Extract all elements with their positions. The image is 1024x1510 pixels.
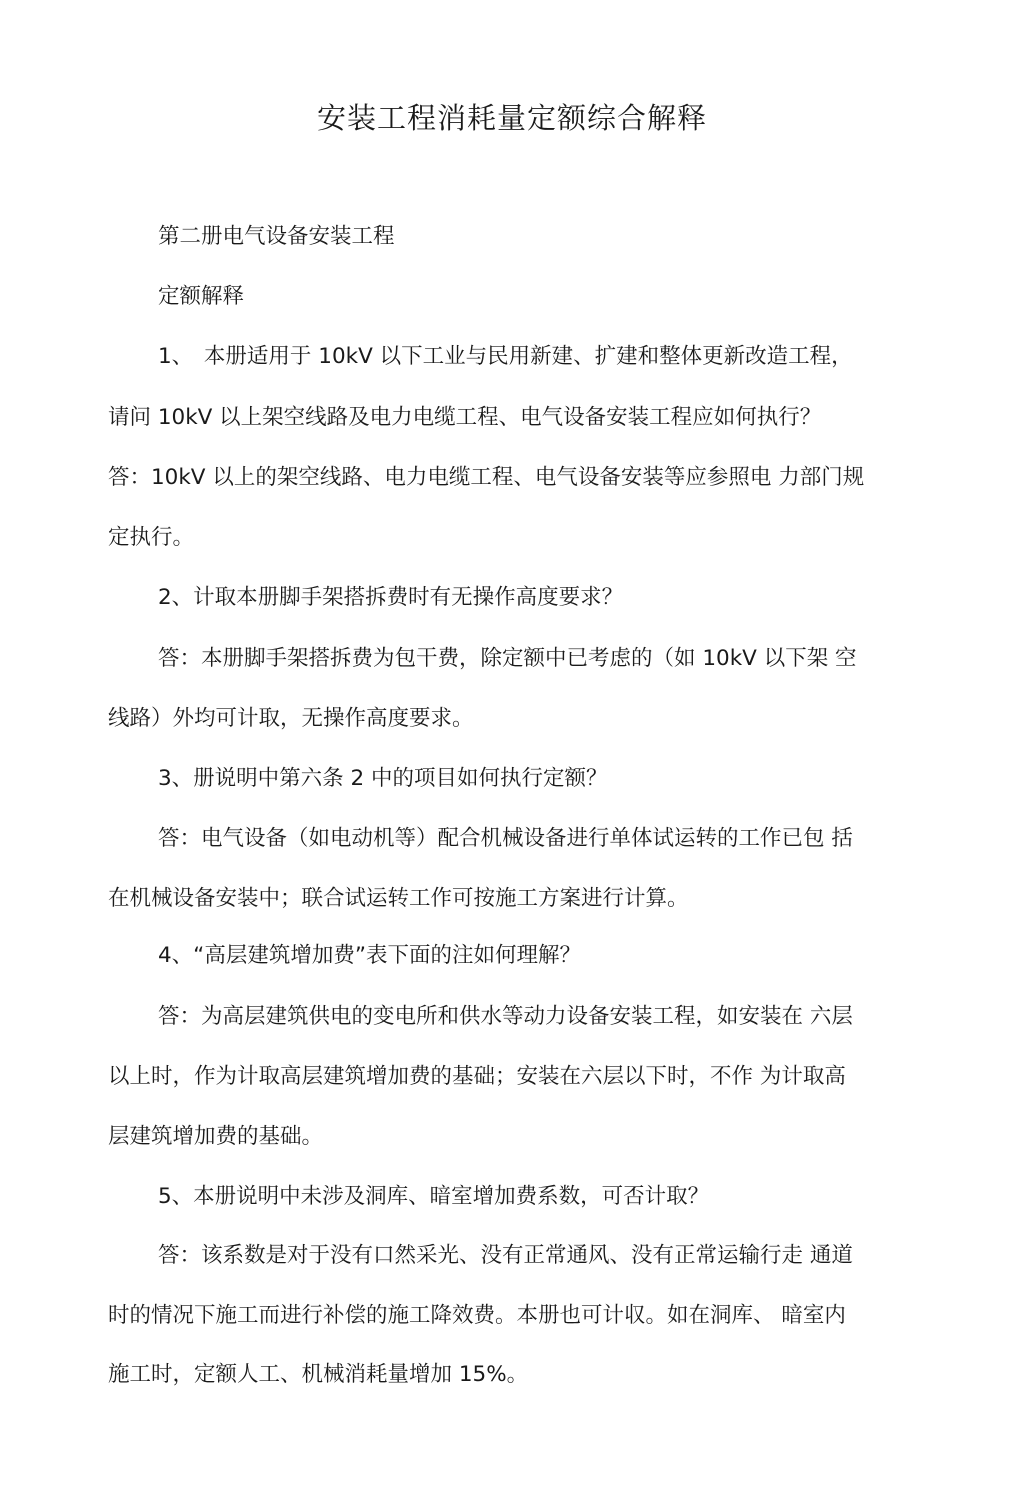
answer-4-line-3: 层建筑增加费的基础。 (108, 1124, 324, 1149)
answer-2-line-2: 线路）外均可计取，无操作高度要求。 (108, 706, 474, 731)
question-4: 4、“高层建筑增加费”表下面的注如何理解？ (158, 943, 581, 968)
answer-4-line-2: 以上时，作为计取高层建筑增加费的基础；安装在六层以下时，不作 为计取高 (108, 1064, 846, 1089)
question-1-line-1: 1、 本册适用于 10kV 以下工业与民用新建、扩建和整体更新改造工程， (158, 344, 853, 369)
answer-3-line-1: 答：电气设备（如电动机等）配合机械设备进行单体试运转的工作已包 括 (158, 826, 853, 851)
document-title: 安装工程消耗量定额综合解释 (316, 101, 707, 135)
subsection-heading: 定额解释 (158, 284, 245, 309)
question-5: 5、本册说明中未涉及洞库、暗室增加费系数，可否计取？ (158, 1184, 710, 1209)
answer-5-line-1: 答：该系数是对于没有口然采光、没有正常通风、没有正常运输行走 通道 (158, 1243, 853, 1268)
answer-4-line-1: 答：为高层建筑供电的变电所和供水等动力设备安装工程，如安装在 六层 (158, 1004, 853, 1029)
answer-2-line-1: 答：本册脚手架搭拆费为包干费，除定额中已考虑的（如 10kV 以下架 空 (158, 646, 857, 671)
question-1-line-2: 请问 10kV 以上架空线路及电力电缆工程、电气设备安装工程应如何执行？ (108, 405, 822, 430)
answer-3-line-2: 在机械设备安装中；联合试运转工作可按施工方案进行计算。 (108, 886, 689, 911)
answer-1-line-2: 定执行。 (108, 525, 195, 550)
answer-5-line-3: 施工时，定额人工、机械消耗量增加 15%。 (108, 1362, 529, 1387)
answer-1-line-1: 答：10kV 以上的架空线路、电力电缆工程、电气设备安装等应参照电 力部门规 (108, 465, 865, 490)
question-2: 2、计取本册脚手架搭拆费时有无操作高度要求？ (158, 585, 624, 610)
section-heading: 第二册电气设备安装工程 (158, 224, 395, 249)
question-3: 3、册说明中第六条 2 中的项目如何执行定额？ (158, 766, 608, 791)
answer-5-line-2: 时的情况下施工而进行补偿的施工降效费。本册也可计収。如在洞库、 暗室内 (108, 1303, 846, 1328)
